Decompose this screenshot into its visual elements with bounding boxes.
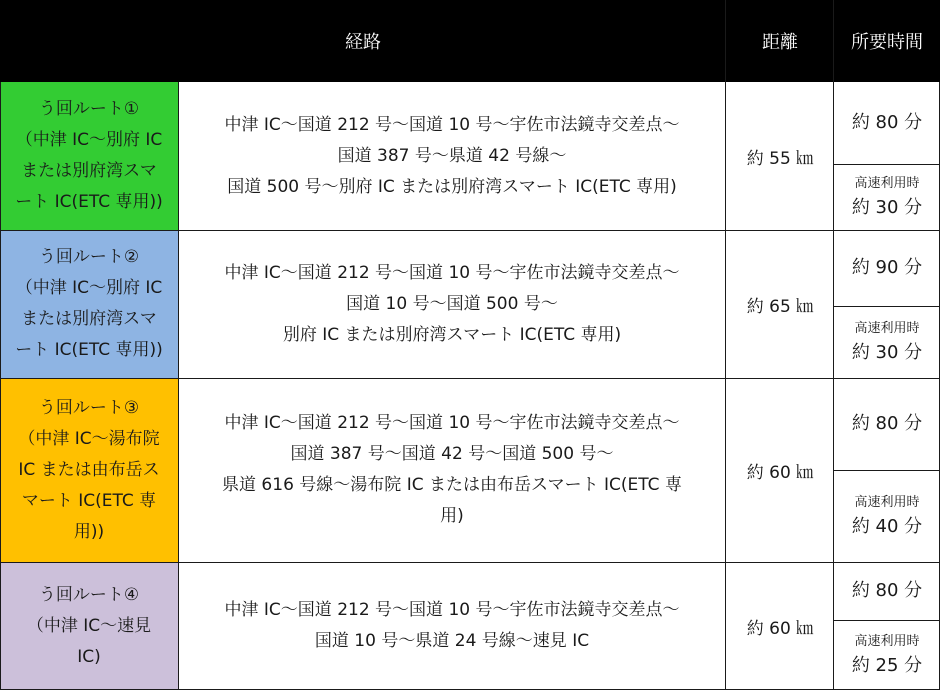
route-4-hw-time: 約 25 分 bbox=[851, 655, 923, 676]
route-2-hw bbox=[834, 306, 940, 378]
route-1-hw-time: 約 30 分 bbox=[851, 197, 923, 218]
route-3-path-line: 中津 IC～国道 212 号～国道 10 号～宇佐市法鏡寺交差点～ bbox=[224, 413, 680, 433]
route-1-path-line: 国道 500 号～別府 IC または別府湾スマート IC(ETC 専用) bbox=[227, 176, 677, 197]
route-2-name-line: （中津 IC～別府 IC bbox=[15, 278, 163, 298]
route-3-hw-time: 約 40 分 bbox=[851, 516, 923, 537]
route-4-path bbox=[178, 562, 726, 690]
header-distance bbox=[726, 0, 834, 82]
route-4-time-value: 約 80 分 bbox=[851, 580, 923, 601]
route-1-name-line: う回ルート① bbox=[38, 99, 140, 119]
route-2-hw-label: 高速利用時 bbox=[854, 321, 920, 336]
route-2-path-line: 中津 IC～国道 212 号～国道 10 号～宇佐市法鏡寺交差点～ bbox=[224, 262, 680, 283]
route-2-name-line: または別府湾スマ bbox=[21, 309, 157, 329]
grid-line bbox=[834, 306, 940, 307]
route-1-name-line: または別府湾スマ bbox=[21, 161, 157, 181]
route-3-name-line: マート IC(ETC 専 bbox=[21, 490, 157, 511]
route-4-name-line: （中津 IC～速見 bbox=[26, 615, 152, 636]
route-2-distance bbox=[726, 230, 834, 378]
route-1-name-line: ート IC(ETC 専用)) bbox=[15, 192, 163, 212]
route-1-path-line: 国道 387 号～県道 42 号線～ bbox=[337, 145, 567, 166]
route-4-path-line: 中津 IC～国道 212 号～国道 10 号～宇佐市法鏡寺交差点～ bbox=[224, 600, 680, 620]
route-3-name-line: （中津 IC～湯布院 bbox=[18, 428, 160, 449]
route-3-name-line: 用)) bbox=[73, 521, 105, 542]
grid-line bbox=[833, 0, 834, 690]
route-3-time bbox=[834, 378, 940, 470]
route-1-time bbox=[834, 82, 940, 164]
route-4-distance-value: 約 60 ㎞ bbox=[746, 618, 814, 639]
route-2-time-value: 約 90 分 bbox=[851, 257, 923, 278]
route-3-name-line: IC または由布岳ス bbox=[18, 459, 160, 480]
route-3-path-line: 国道 387 号～国道 42 号～国道 500 号～ bbox=[290, 444, 614, 464]
route-3-path bbox=[178, 378, 726, 562]
route-2-hw-time: 約 30 分 bbox=[851, 342, 923, 363]
route-2-path bbox=[178, 230, 726, 378]
grid-line bbox=[725, 0, 726, 690]
header-time bbox=[834, 0, 940, 82]
route-1-distance-value: 約 55 ㎞ bbox=[746, 148, 814, 169]
route-1-distance bbox=[726, 82, 834, 230]
grid-line bbox=[834, 470, 940, 471]
route-1-hw-label: 高速利用時 bbox=[854, 176, 920, 191]
route-1-hw bbox=[834, 164, 940, 230]
route-2-name bbox=[0, 230, 178, 378]
grid-line bbox=[834, 620, 940, 621]
route-3-hw-label: 高速利用時 bbox=[854, 495, 920, 510]
route-2-name-line: う回ルート② bbox=[38, 247, 140, 267]
grid-line bbox=[178, 82, 179, 690]
header-distance-label: 距離 bbox=[762, 32, 798, 53]
route-3-hw bbox=[834, 470, 940, 562]
grid-line bbox=[0, 230, 940, 231]
route-4-hw bbox=[834, 620, 940, 690]
grid-line bbox=[0, 82, 1, 690]
route-4-name-line: う回ルート④ bbox=[38, 584, 140, 605]
route-1-path-line: 中津 IC～国道 212 号～国道 10 号～宇佐市法鏡寺交差点～ bbox=[224, 114, 680, 135]
grid-line bbox=[834, 164, 940, 165]
header-route-label: 経路 bbox=[345, 32, 381, 53]
route-2-path-line: 別府 IC または別府湾スマート IC(ETC 専用) bbox=[282, 324, 622, 345]
route-1-time-value: 約 80 分 bbox=[851, 112, 923, 133]
route-2-name-line: ート IC(ETC 専用)) bbox=[15, 340, 163, 360]
route-1-name-line: （中津 IC～別府 IC bbox=[15, 130, 163, 150]
header-route bbox=[0, 0, 726, 82]
route-3-path-line: 用) bbox=[440, 506, 464, 526]
grid-line bbox=[0, 378, 940, 379]
route-3-name-line: う回ルート③ bbox=[38, 397, 140, 418]
route-3-time-value: 約 80 分 bbox=[851, 413, 923, 434]
route-4-name bbox=[0, 562, 178, 690]
route-4-hw-label: 高速利用時 bbox=[854, 634, 920, 649]
route-2-path-line: 国道 10 号～国道 500 号～ bbox=[346, 293, 558, 314]
route-3-distance bbox=[726, 378, 834, 562]
header-time-label: 所要時間 bbox=[851, 32, 923, 53]
route-3-distance-value: 約 60 ㎞ bbox=[746, 462, 814, 483]
route-4-time bbox=[834, 562, 940, 620]
route-1-path bbox=[178, 82, 726, 230]
route-4-path-line: 国道 10 号～県道 24 号線～速見 IC bbox=[314, 631, 590, 651]
grid-line bbox=[0, 562, 940, 563]
route-1-name bbox=[0, 82, 178, 230]
route-4-name-line: IC) bbox=[77, 646, 101, 667]
route-3-name bbox=[0, 378, 178, 562]
route-2-time bbox=[834, 230, 940, 306]
route-2-distance-value: 約 65 ㎞ bbox=[746, 296, 814, 317]
route-3-path-line: 県道 616 号線～湯布院 IC または由布岳スマート IC(ETC 専 bbox=[222, 475, 682, 495]
route-4-distance bbox=[726, 562, 834, 690]
